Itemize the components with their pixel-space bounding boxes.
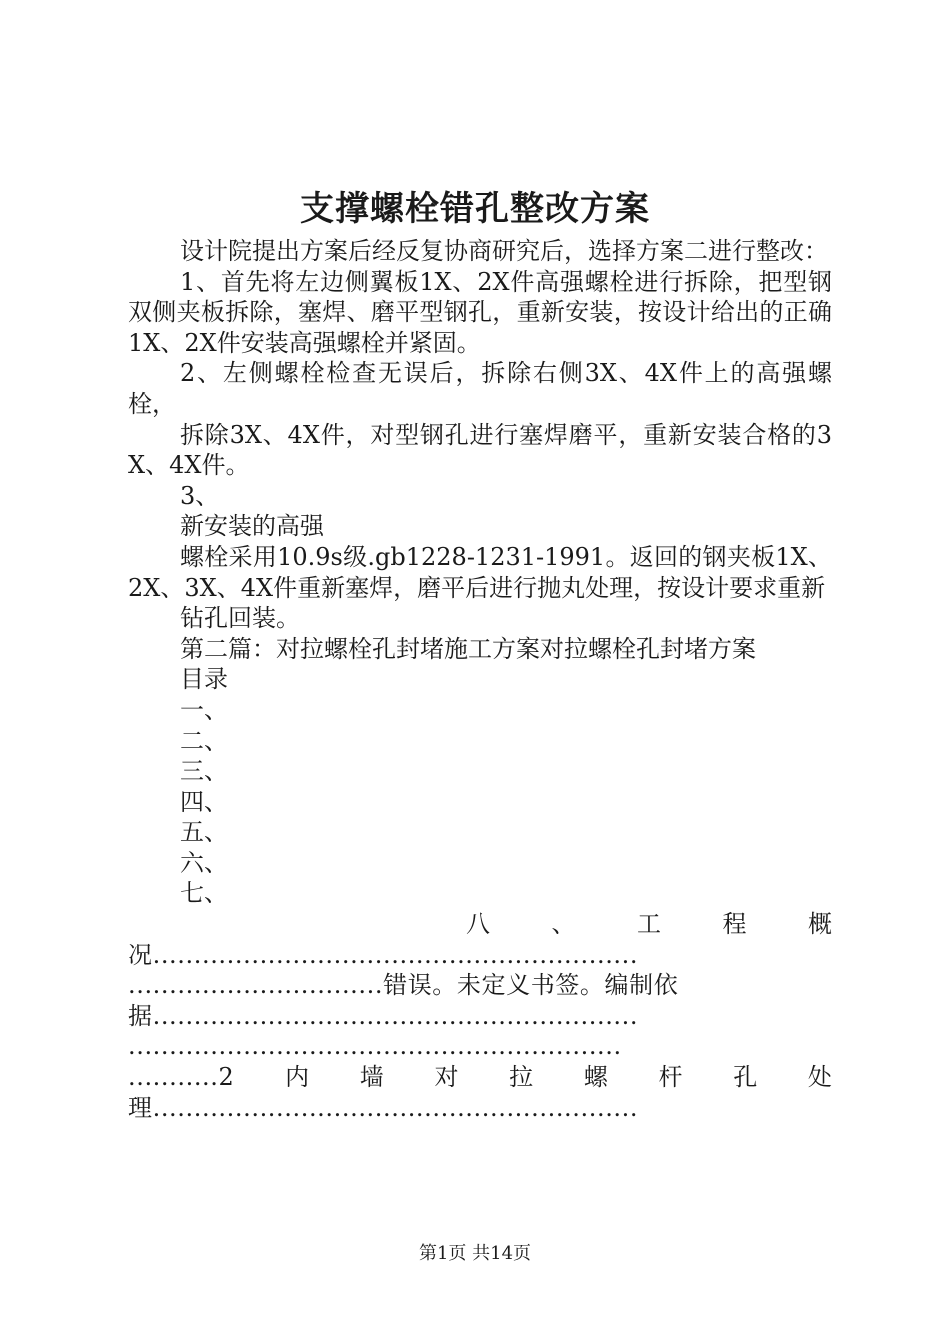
toc-leader-line: 理........................................................... bbox=[128, 1093, 639, 1122]
toc-item: 七、 bbox=[180, 879, 228, 908]
toc-char: 内 bbox=[285, 1063, 310, 1092]
toc-char: 、 bbox=[551, 910, 576, 939]
toc-char: 对 bbox=[434, 1063, 459, 1092]
paragraph-step-3-c: 钻孔回装。 bbox=[180, 604, 300, 633]
toc-char: 拉 bbox=[509, 1063, 534, 1092]
toc-leader-line: ...............................错误。未定义书签。编制依 bbox=[128, 971, 679, 1000]
toc-char: 处 bbox=[807, 1063, 832, 1092]
toc-entry-project-overview bbox=[128, 909, 832, 940]
toc-leader-line: ............................................................ bbox=[128, 1032, 622, 1061]
toc-item: 三、 bbox=[180, 757, 228, 786]
toc-char: 墙 bbox=[359, 1063, 384, 1092]
paragraph-step-2: 2、左侧螺栓检查无误后，拆除右侧3X、4X件上的高强螺栓， bbox=[128, 359, 832, 418]
toc-leader-lead: ...........2 bbox=[128, 1063, 235, 1092]
toc-entry-inner-wall bbox=[128, 1062, 832, 1093]
toc-item: 四、 bbox=[180, 787, 228, 816]
paragraph-step-3-a: 新安装的高强 bbox=[180, 512, 324, 541]
document-body bbox=[128, 236, 832, 1123]
toc-item: 一、 bbox=[180, 695, 228, 724]
paragraph-step-3-b: 螺栓采用10.9s级.gb1228-1231-1991。返回的钢夹板1X、2X、3X、4X件重新塞焊，磨平后进行抛丸处理，按设计要求重新 bbox=[128, 542, 832, 602]
toc-char: 工 bbox=[637, 910, 661, 939]
toc-label: 目录 bbox=[180, 665, 228, 694]
toc-char: 螺 bbox=[583, 1063, 608, 1092]
toc-item: 五、 bbox=[180, 818, 228, 847]
toc-char: 程 bbox=[722, 910, 747, 939]
paragraph-step-3: 3、 bbox=[180, 481, 220, 510]
toc-leader-line: 况........................................................... bbox=[128, 940, 639, 969]
page-footer: 第1页 共14页 bbox=[418, 1243, 532, 1264]
paragraph-step-1: 1、首先将左边侧翼板1X、2X件高强螺栓进行拆除，把型钢双侧夹板拆除，塞焊、磨平型钢孔，重新安装，按设计给出的正确1X、2X件安装高强螺栓并紧固。 bbox=[128, 267, 832, 357]
toc-char: 八 bbox=[466, 910, 490, 939]
paragraph-step-2-cont: 拆除3X、4X件，对型钢孔进行塞焊磨平，重新安装合格的3X、4X件。 bbox=[128, 420, 832, 480]
toc-leader-line: 据........................................................... bbox=[128, 1001, 639, 1030]
section-heading-part-two: 第二篇：对拉螺栓孔封堵施工方案对拉螺栓孔封堵方案 bbox=[180, 634, 756, 663]
toc-item: 二、 bbox=[180, 726, 228, 755]
document-title: 支撑螺栓错孔整改方案 bbox=[300, 189, 650, 229]
toc-item: 六、 bbox=[180, 848, 228, 877]
toc-char: 杆 bbox=[658, 1063, 683, 1092]
paragraph-intro: 设计院提出方案后经反复协商研究后，选择方案二进行整改： bbox=[180, 237, 828, 265]
toc-list bbox=[128, 695, 832, 909]
toc-char: 概 bbox=[808, 910, 832, 939]
toc-char: 孔 bbox=[733, 1063, 758, 1092]
